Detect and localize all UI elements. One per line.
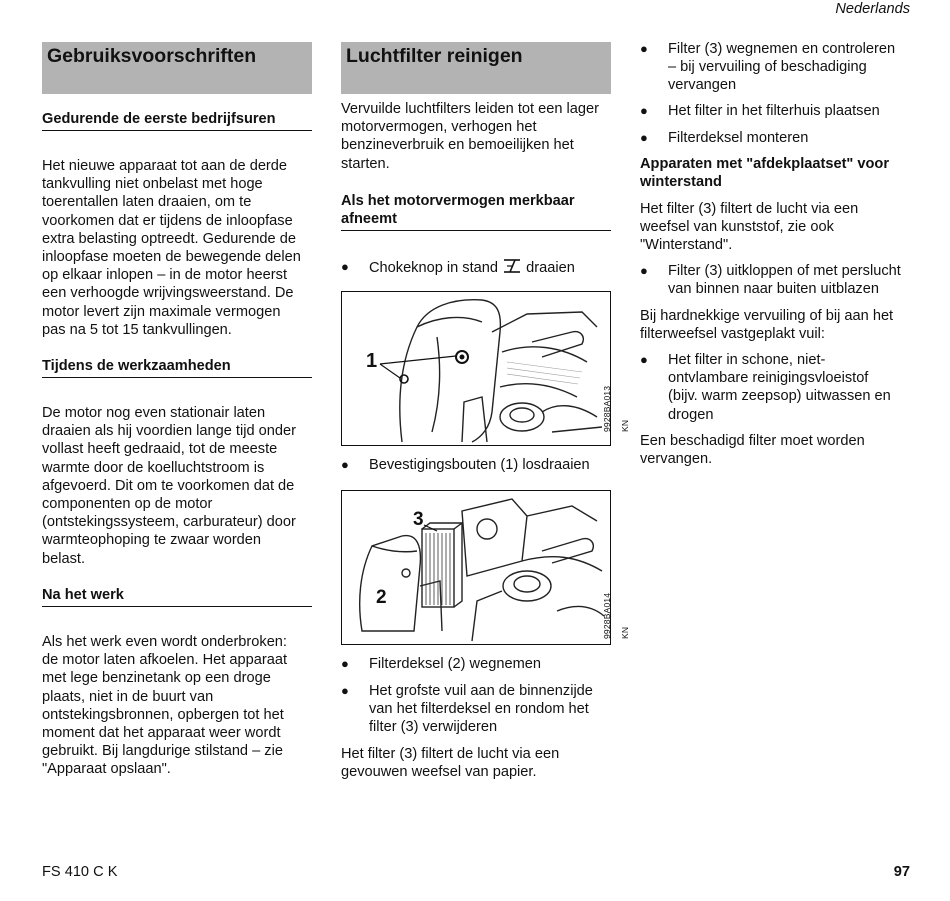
text-line: met lege benzinetank op een droge (42, 670, 271, 687)
list-item-text (369, 682, 613, 737)
list-item-text: Filterdeksel (2) wegnemen (369, 656, 541, 672)
text-line: van het filterdeksel en rondom het (369, 701, 589, 718)
list-item-text: Bevestigingsbouten (1) losdraaien (369, 457, 590, 473)
figure-callout-3: 3 (413, 509, 424, 530)
paragraph-stubborn-dirt (640, 307, 910, 343)
paragraph-plastic-filter (640, 200, 910, 255)
bullet-icon: ● (341, 683, 349, 698)
bullet-icon: ● (640, 352, 648, 367)
text-line: Het grofste vuil aan de binnenzijde (369, 683, 593, 699)
paragraph-dirty-filters (341, 100, 611, 173)
text-line: winterstand (640, 174, 722, 191)
figure-code: 9928BA014 KN (602, 592, 631, 639)
figure-callout-1: 1 (366, 350, 378, 372)
bullet-icon: ● (640, 103, 648, 118)
text-line: tankvulling niet onbelast met hoge (42, 176, 263, 193)
bullet-icon: ● (341, 457, 349, 472)
section-title-usage (42, 42, 312, 94)
language-label: Nederlands (835, 1, 910, 17)
text-line: belast. (42, 550, 85, 567)
list-item-text: Het filter in het filterhuis plaatsen (668, 103, 880, 119)
text-line: Apparaten met "afdekplaatset" voor (640, 156, 890, 172)
text-line: starten. (341, 155, 390, 172)
text-line: Filter (3) wegnemen en controleren (668, 41, 896, 57)
bullet-icon: ● (640, 263, 648, 278)
text-line: gevouwen weefsel van papier. (341, 764, 537, 781)
text-line: vervangen. (640, 451, 713, 468)
bullet-icon: ● (341, 259, 349, 274)
text-line: (bijv. warm zeepsop) uitwassen en (668, 388, 891, 405)
list-item-text (369, 258, 613, 277)
list-item-text (668, 351, 912, 424)
text-line: – bij vervuiling of beschadiging (668, 59, 867, 76)
filter-removal-illustration (342, 491, 609, 643)
figure-callout-2: 2 (376, 587, 387, 608)
subheading-power-drops (341, 192, 611, 231)
text-line: inloopfase moeten de bewegende delen (42, 249, 301, 266)
text-line: toerentallen laten draaien, om te (42, 194, 252, 211)
text-line: De motor nog even stationair laten (42, 405, 266, 421)
text-line: vollast heeft gedraaid, tot de meeste (42, 441, 278, 458)
figure-filter-cover-screws (341, 291, 631, 446)
footer-model: FS 410 C K (42, 864, 118, 880)
subheading-winter-plate (640, 155, 910, 191)
paragraph-first-hours (42, 157, 312, 339)
text-line: filter (3) verwijderen (369, 719, 498, 736)
choke-symbol-icon (502, 258, 522, 274)
bullet-icon: ● (640, 41, 648, 56)
subheading-during-work: Tijdens de werkzaamheden (42, 357, 312, 378)
text-line: op elkaar inlopen – in de motor heerst (42, 267, 288, 284)
text-line: Filter (3) uitkloppen of met perslucht (668, 263, 901, 279)
paragraph-after-work (42, 633, 312, 779)
text-line: (ontstekingssysteem, carburateur) door (42, 514, 296, 531)
subheading-after-work: Na het werk (42, 586, 312, 607)
text-line: Bij hardnekkige vervuiling of bij aan het (640, 308, 894, 324)
text-line: motorvermogen, verhogen het (341, 119, 537, 136)
text-line: Het filter (3) filtert de lucht via een (640, 201, 859, 217)
text-line: van binnen naar buiten uitblazen (668, 281, 879, 298)
engine-cover-illustration (342, 292, 609, 444)
text-line: Als het werk even wordt onderbroken: (42, 634, 287, 650)
text-line: weefsel van kunststof, zie ook (640, 219, 834, 236)
bullet-icon: ● (341, 656, 349, 671)
text-line: warmte door de koelluchtstroom is (42, 459, 265, 476)
list-item-text (668, 262, 912, 298)
text-line: afneemt (341, 211, 397, 228)
text-line: pas na 5 tot 15 tankvullingen. (42, 321, 232, 338)
list-item-text: Filterdeksel monteren (668, 130, 809, 146)
page-number: 97 (893, 864, 910, 880)
text-line: Het nieuwe apparaat tot aan de derde (42, 158, 288, 174)
text-line: ontstekingsbronnen, opbergen tot het (42, 706, 284, 723)
text-line: Als het motorvermogen merkbaar (341, 193, 575, 209)
section-title-text: Luchtfilter reinigen (346, 45, 523, 67)
choke-text-pre: Chokeknop in stand (369, 260, 498, 276)
figure-filter-removal (341, 490, 631, 645)
text-line: Het filter (3) filtert de lucht via een (341, 746, 560, 762)
text-line: moment dat het apparaat weer wordt (42, 725, 281, 742)
section-title-air-filter (341, 42, 611, 94)
text-line: extra belasting optreedt. Gedurende de (42, 230, 296, 247)
text-line: een verhoogde wrijvingsweerstand. De (42, 285, 294, 302)
figure-code: 9928BA013 KN (602, 385, 631, 432)
text-line: afgevoerd. Dit om te voorkomen dat de (42, 477, 295, 494)
text-line: ontvlambare reinigingsvloeistof (668, 370, 869, 387)
list-item-text (668, 40, 912, 95)
text-line: motor levert zijn maximale vermogen (42, 303, 281, 320)
choke-text-post: draaien (526, 260, 575, 276)
text-line: "Apparaat opslaan". (42, 761, 171, 778)
paragraph-replace-damaged (640, 432, 910, 468)
text-line: de motor laten afkoelen. Het apparaat (42, 652, 288, 669)
text-line: filterweefsel vastgeplakt vuil: (640, 326, 825, 343)
subheading-first-hours: Gedurende de eerste bedrijfsuren (42, 110, 312, 131)
text-line: componenten op de motor (42, 496, 213, 513)
text-line: drogen (668, 406, 714, 423)
text-line: "Winterstand". (640, 237, 733, 254)
bullet-icon: ● (640, 130, 648, 145)
text-line: Een beschadigd filter moet worden (640, 433, 865, 449)
text-line: draaien als hij voordien lange tijd onder (42, 423, 296, 440)
text-line: Vervuilde luchtfilters leiden tot een lager (341, 101, 599, 117)
text-line: voorkomen dat er tijdens de inloopfase (42, 212, 293, 229)
text-line: plaats, niet in de buurt van (42, 688, 214, 705)
paragraph-during-work (42, 404, 312, 568)
text-line: vervangen (668, 77, 737, 94)
section-title-text: Gebruiksvoorschriften (47, 45, 257, 67)
text-line: Het filter in schone, niet- (668, 352, 826, 368)
text-line: gebruikt. Bij langdurige stilstand – zie (42, 743, 283, 760)
text-line: warmteophoping te zwaar worden (42, 532, 262, 549)
text-line: benzineverbruik en bemoeilijken het (341, 137, 574, 154)
paragraph-paper-filter (341, 745, 611, 781)
